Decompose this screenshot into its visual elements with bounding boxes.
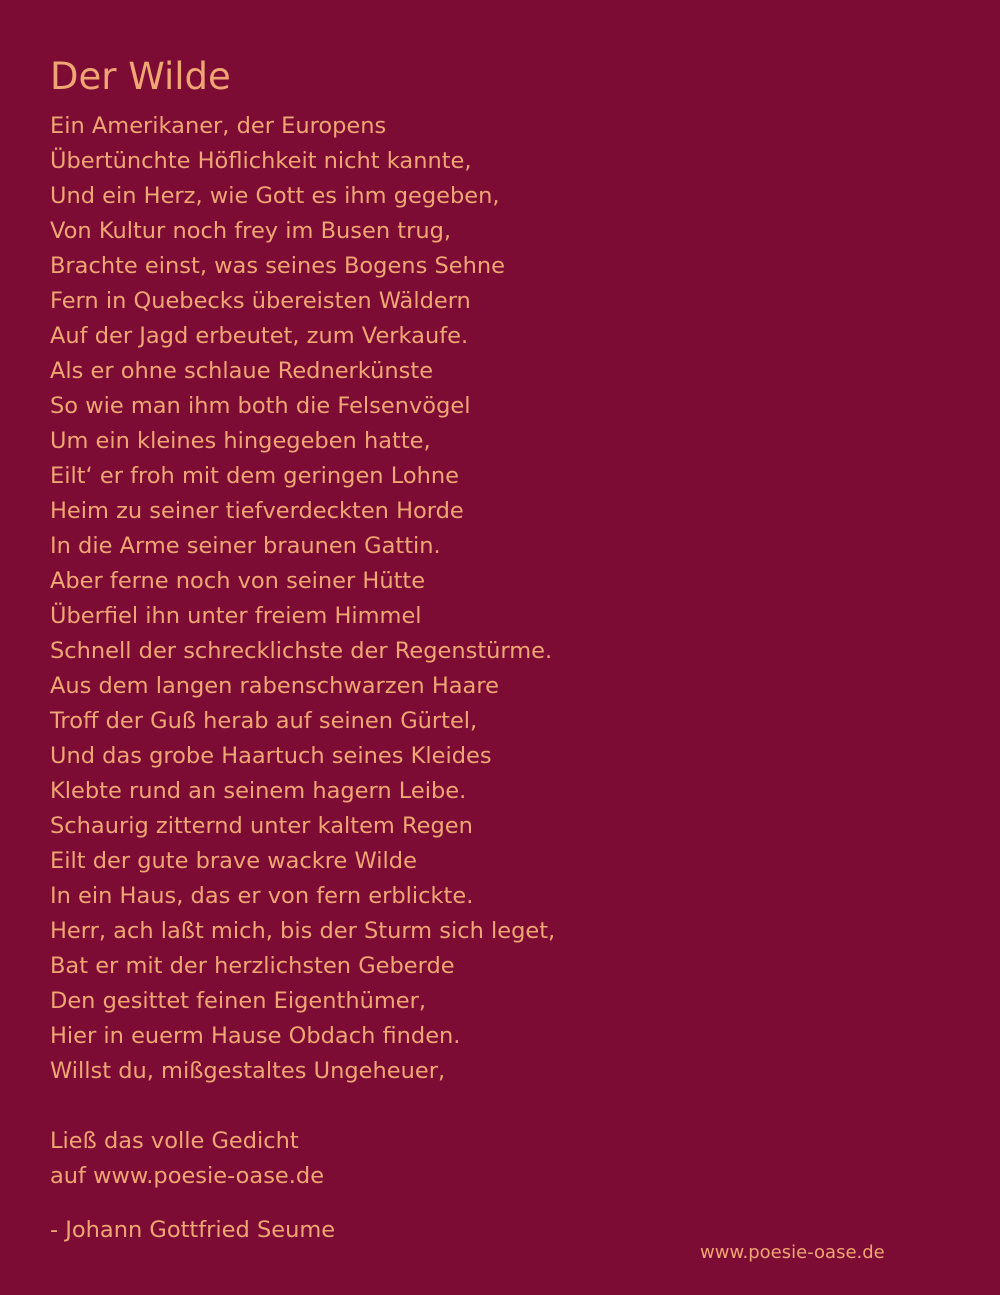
poem-line: In die Arme seiner braunen Gattin.	[50, 533, 441, 559]
poem-title: Der Wilde	[50, 55, 231, 98]
poem-line: Willst du, mißgestaltes Ungeheuer,	[50, 1058, 446, 1084]
note-line: Ließ das volle Gedicht	[50, 1128, 299, 1154]
poem-body	[50, 109, 555, 1089]
poem-line: Auf der Jagd erbeutet, zum Verkaufe.	[50, 323, 469, 349]
poem-line: Troff der Guß herab auf seinen Gürtel,	[50, 708, 478, 734]
poem-line: Klebte rund an seinem hagern Leibe.	[50, 778, 467, 804]
poem-line: Von Kultur noch frey im Busen trug,	[50, 218, 452, 244]
poem-line: Als er ohne schlaue Rednerkünste	[50, 358, 434, 384]
poem-line: Und das grobe Haartuch seines Kleides	[50, 743, 492, 769]
poem-line: Brachte einst, was seines Bogens Sehne	[50, 253, 505, 279]
poem-line: Übertünchte Höflichkeit nicht kannte,	[50, 148, 472, 174]
poem-line: Fern in Quebecks übereisten Wäldern	[50, 288, 471, 314]
poem-line: Bat er mit der herzlichsten Geberde	[50, 953, 455, 979]
poem-line: Hier in euerm Hause Obdach finden.	[50, 1023, 461, 1049]
poem-line: So wie man ihm both die Felsenvögel	[50, 393, 471, 419]
poem-line: Überfiel ihn unter freiem Himmel	[50, 603, 422, 629]
poem-line: Um ein kleines hingegeben hatte,	[50, 428, 431, 454]
poem-line: Und ein Herz, wie Gott es ihm gegeben,	[50, 183, 500, 209]
poem-line: Aus dem langen rabenschwarzen Haare	[50, 673, 499, 699]
poem-line: Aber ferne noch von seiner Hütte	[50, 568, 426, 594]
poem-line: Ein Amerikaner, der Europens	[50, 113, 387, 139]
poem-line: Heim zu seiner tiefverdeckten Horde	[50, 498, 464, 524]
author-name: - Johann Gottfried Seume	[50, 1217, 336, 1243]
note-line: auf www.poesie-oase.de	[50, 1163, 325, 1189]
poem-line: Schnell der schrecklichste der Regenstürme.	[50, 638, 553, 664]
poem-line: Schaurig zitternd unter kaltem Regen	[50, 813, 473, 839]
site-watermark: www.poesie-oase.de	[700, 1242, 885, 1263]
poem-line: Herr, ach laßt mich, bis der Sturm sich leget,	[50, 918, 556, 944]
poem-line: Eilt der gute brave wackre Wilde	[50, 848, 417, 874]
poem-line: Den gesittet feinen Eigenthümer,	[50, 988, 427, 1014]
poem-line: In ein Haus, das er von fern erblickte.	[50, 883, 474, 909]
full-poem-note	[50, 1124, 324, 1194]
poem-line: Eilt‘ er froh mit dem geringen Lohne	[50, 463, 459, 489]
